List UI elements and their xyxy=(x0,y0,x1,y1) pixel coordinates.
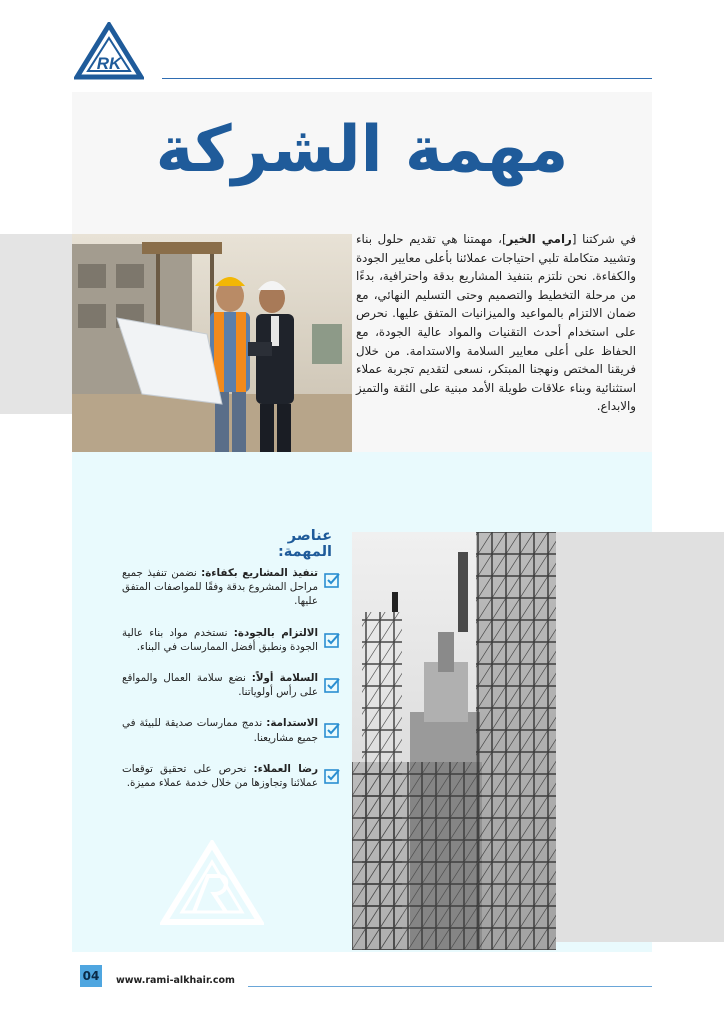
list-item-text xyxy=(122,566,318,609)
website-url: www.rami-alkhair.com xyxy=(116,975,235,986)
list-item xyxy=(110,716,340,744)
engineers-photo xyxy=(72,234,352,452)
mission-elements-list xyxy=(110,566,340,807)
list-item xyxy=(110,762,340,790)
list-item-text xyxy=(122,762,318,790)
scaffolding-photo xyxy=(352,532,556,950)
footer-divider xyxy=(248,986,652,987)
list-item xyxy=(110,671,340,699)
check-box-icon xyxy=(324,722,340,738)
page-title: مهمة الشركة xyxy=(155,113,569,187)
list-item-desc: نضمن تنفيذ جميع مراحل المشروع بدقة وفقًا للمواصفات المتفق عليها. xyxy=(122,567,318,608)
section-title: عناصر المهمة: xyxy=(277,528,332,560)
list-item-text xyxy=(122,716,318,744)
logo-icon xyxy=(74,22,144,80)
watermark-logo-icon xyxy=(160,840,264,926)
intro-text-1: في شركتنا [ xyxy=(571,232,636,246)
left-gray-block xyxy=(0,234,72,414)
company-name: رامي الخير xyxy=(506,232,572,246)
page-number: 04 xyxy=(80,965,102,987)
list-item-text xyxy=(122,671,318,699)
list-item-title: الاستدامة: xyxy=(266,717,318,730)
list-item xyxy=(110,626,340,654)
intro-paragraph xyxy=(356,230,636,416)
intro-text-2: ]، مهمتنا هي تقديم حلول بناء وتشييد متكاملة تلبي احتياجات عملائنا بأعلى معايير الجودة والكفاءة. نحن نلتزم بتنفيذ المشاريع بدقة واحترافية، بدءًا من مرحلة التخطيط والتصميم وحتى التسليم النهائي، مع ضمان الالتزام بالمواعيد والميزانيات المتفق عليها. نحرص على استخدام أحدث التقنيات والمواد عالية الجودة، مع الحفاظ على أعلى معايير السلامة والاستدامة. من خلال فريقنا المختص ونهجنا المبتكر، نسعى لتقديم تجربة عملاء استثنائية وبناء علاقات طويلة الأمد مبنية على الثقة والتميز والابداع. xyxy=(356,232,636,414)
list-item-desc: نستخدم مواد بناء عالية الجودة ونطبق أفضل الممارسات في البناء. xyxy=(122,626,318,653)
list-item-desc: نحرص على تحقيق توقعات عملائنا وتجاوزها من خلال خدمة عملاء مميزة. xyxy=(122,762,318,790)
list-item-title: السلامة أولاً: xyxy=(251,672,318,685)
list-item-title: تنفيذ المشاريع بكفاءة: xyxy=(201,567,318,579)
check-box-icon xyxy=(324,632,340,648)
list-item-text xyxy=(122,626,318,654)
list-item-title: رضا العملاء: xyxy=(253,762,319,775)
top-divider xyxy=(162,78,652,79)
check-box-icon xyxy=(324,768,340,784)
list-item-title: الالتزام بالجودة: xyxy=(233,626,318,639)
list-item-desc: ندمج ممارسات صديقة للبيئة في جميع مشاريعنا. xyxy=(122,717,318,744)
logo-text: RK xyxy=(96,54,122,73)
list-item-desc: نضع سلامة العمال والمواقع على رأس أولوياتنا. xyxy=(122,672,318,699)
check-box-icon xyxy=(324,572,340,588)
check-box-icon xyxy=(324,677,340,693)
list-item xyxy=(110,566,340,609)
right-gray-block xyxy=(556,532,724,942)
